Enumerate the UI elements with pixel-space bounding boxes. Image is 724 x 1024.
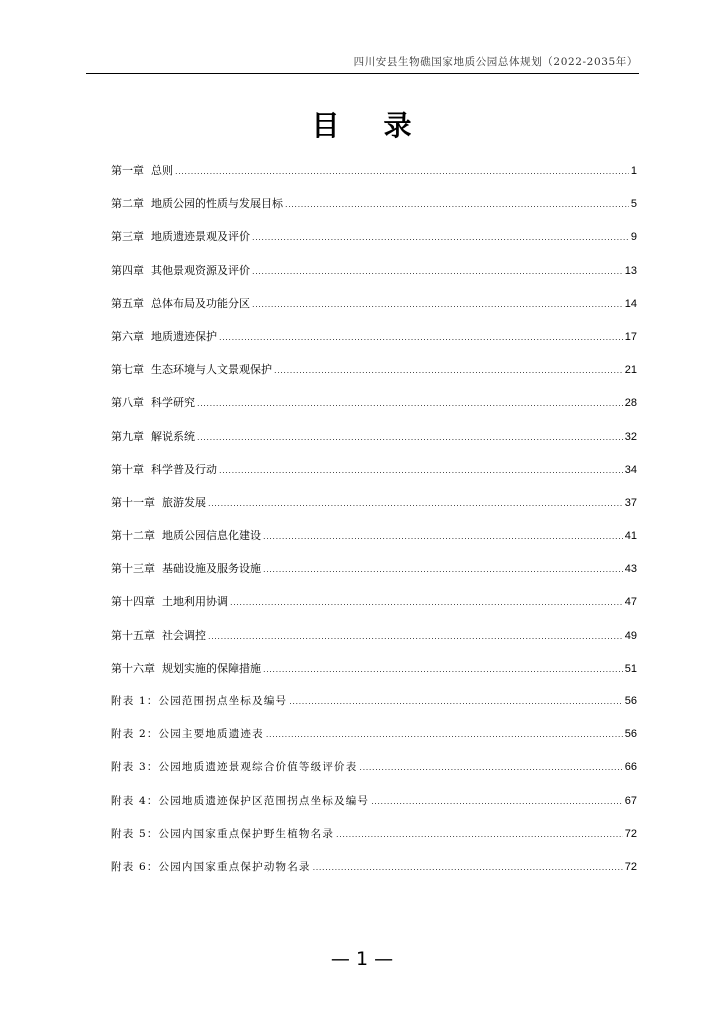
toc-dot-leader	[208, 632, 623, 641]
toc-entry-page: 41	[624, 530, 637, 543]
toc-entry-label: 第三章 地质遗迹景观及评价	[111, 230, 250, 244]
toc-dot-leader	[263, 665, 623, 674]
toc-dot-leader	[274, 366, 623, 375]
toc-entry-chapter[interactable]	[111, 527, 637, 560]
toc-entry-chapter[interactable]	[111, 627, 637, 660]
toc-entry-label: 第十章 科学普及行动	[111, 462, 217, 476]
toc-entry-chapter[interactable]	[111, 262, 637, 295]
toc-entry-appendix[interactable]	[111, 693, 637, 726]
toc-entry-chapter[interactable]	[111, 394, 637, 427]
toc-entry-page: 14	[624, 297, 637, 310]
toc-entry-label: 第六章 地质遗迹保护	[111, 329, 217, 343]
toc-entry-page: 72	[624, 827, 637, 840]
toc-entry-page: 66	[624, 761, 637, 774]
toc-dot-leader	[285, 200, 629, 209]
toc-dot-leader	[208, 499, 623, 508]
toc-entry-label: 第十二章 地质公园信息化建设	[111, 529, 261, 543]
toc-dot-leader	[252, 233, 629, 242]
toc-entry-appendix[interactable]	[111, 759, 637, 792]
page-number: — 1 —	[330, 948, 394, 970]
toc-entry-page: 17	[624, 330, 637, 343]
toc-entry-page: 72	[624, 860, 637, 873]
toc-entry-label: 第十五章 社会调控	[111, 628, 206, 642]
toc-entry-appendix[interactable]	[111, 859, 637, 892]
toc-entry-appendix[interactable]	[111, 826, 637, 859]
toc-entry-page: 56	[624, 695, 637, 707]
header-divider	[86, 73, 639, 74]
toc-entry-chapter[interactable]	[111, 228, 637, 261]
toc-dot-leader	[289, 697, 623, 706]
toc-entry-label: 第七章 生态环境与人文景观保护	[111, 363, 272, 377]
toc-entry-label: 附表 6：公园内国家重点保护动物名录	[111, 860, 311, 873]
toc-entry-appendix[interactable]	[111, 793, 637, 826]
toc-entry-chapter[interactable]	[111, 295, 637, 328]
toc-entry-page: 13	[624, 264, 637, 277]
toc-entry-page: 32	[624, 430, 637, 443]
toc-entry-page: 37	[624, 496, 637, 509]
toc-entry-label: 第九章 解说系统	[111, 429, 195, 443]
toc-entry-chapter[interactable]	[111, 494, 637, 527]
toc-entry-chapter[interactable]	[111, 195, 637, 228]
toc-dot-leader	[219, 466, 623, 475]
toc-entry-page: 1	[630, 165, 637, 177]
toc-entry-label: 附表 1：公园范围拐点坐标及编号	[111, 695, 288, 707]
toc-entry-chapter[interactable]	[111, 361, 637, 394]
toc-dot-leader	[175, 167, 629, 176]
toc-entry-label: 附表 3：公园地质遗迹景观综合价值等级评价表	[111, 761, 358, 774]
toc-list	[111, 162, 637, 892]
toc-entry-page: 43	[624, 563, 637, 576]
toc-entry-page: 9	[630, 231, 637, 244]
toc-dot-leader	[336, 830, 623, 839]
toc-dot-leader	[263, 532, 623, 541]
toc-entry-page: 34	[624, 463, 637, 476]
toc-entry-label: 附表 5：公园内国家重点保护野生植物名录	[111, 827, 335, 840]
toc-dot-leader	[197, 399, 623, 408]
toc-entry-label: 第十四章 土地利用协调	[111, 595, 228, 609]
toc-entry-page: 49	[624, 629, 637, 642]
toc-entry-page: 51	[624, 662, 637, 675]
toc-dot-leader	[252, 267, 623, 276]
toc-entry-label: 第一章 总则	[111, 164, 173, 177]
toc-dot-leader	[230, 598, 623, 607]
toc-entry-label: 第四章 其他景观资源及评价	[111, 263, 250, 277]
toc-dot-leader	[371, 797, 623, 806]
toc-entry-chapter[interactable]	[111, 660, 637, 693]
toc-entry-label: 第十六章 规划实施的保障措施	[111, 661, 261, 675]
toc-entry-page: 21	[624, 364, 637, 377]
toc-entry-chapter[interactable]	[111, 461, 637, 494]
toc-entry-page: 56	[624, 728, 637, 741]
toc-entry-chapter[interactable]	[111, 560, 637, 593]
toc-entry-chapter[interactable]	[111, 328, 637, 361]
toc-entry-page: 47	[624, 596, 637, 609]
toc-entry-label: 第十一章 旅游发展	[111, 495, 206, 509]
toc-entry-label: 第二章 地质公园的性质与发展目标	[111, 197, 283, 211]
toc-dot-leader	[252, 300, 623, 309]
toc-dot-leader	[313, 863, 623, 872]
toc-dot-leader	[266, 730, 623, 739]
toc-entry-label: 附表 4：公园地质遗迹保护区范围拐点坐标及编号	[111, 794, 370, 807]
toc-dot-leader	[197, 433, 623, 442]
toc-entry-appendix[interactable]	[111, 726, 637, 759]
toc-dot-leader	[359, 763, 622, 772]
toc-entry-chapter[interactable]	[111, 162, 637, 195]
running-header: 四川安县生物礁国家地质公园总体规划（2022-2035年）	[353, 56, 638, 68]
toc-entry-label: 第十三章 基础设施及服务设施	[111, 562, 261, 576]
toc-dot-leader	[219, 333, 623, 342]
toc-entry-page: 67	[624, 794, 637, 807]
toc-entry-label: 附表 2：公园主要地质遗迹表	[111, 728, 264, 741]
toc-entry-page: 28	[624, 397, 637, 410]
toc-entry-chapter[interactable]	[111, 428, 637, 461]
toc-entry-chapter[interactable]	[111, 593, 637, 626]
toc-entry-page: 5	[630, 198, 637, 211]
toc-dot-leader	[263, 565, 623, 574]
toc-entry-label: 第五章 总体布局及功能分区	[111, 296, 250, 310]
toc-title: 目 录	[311, 109, 413, 142]
toc-entry-label: 第八章 科学研究	[111, 396, 195, 410]
